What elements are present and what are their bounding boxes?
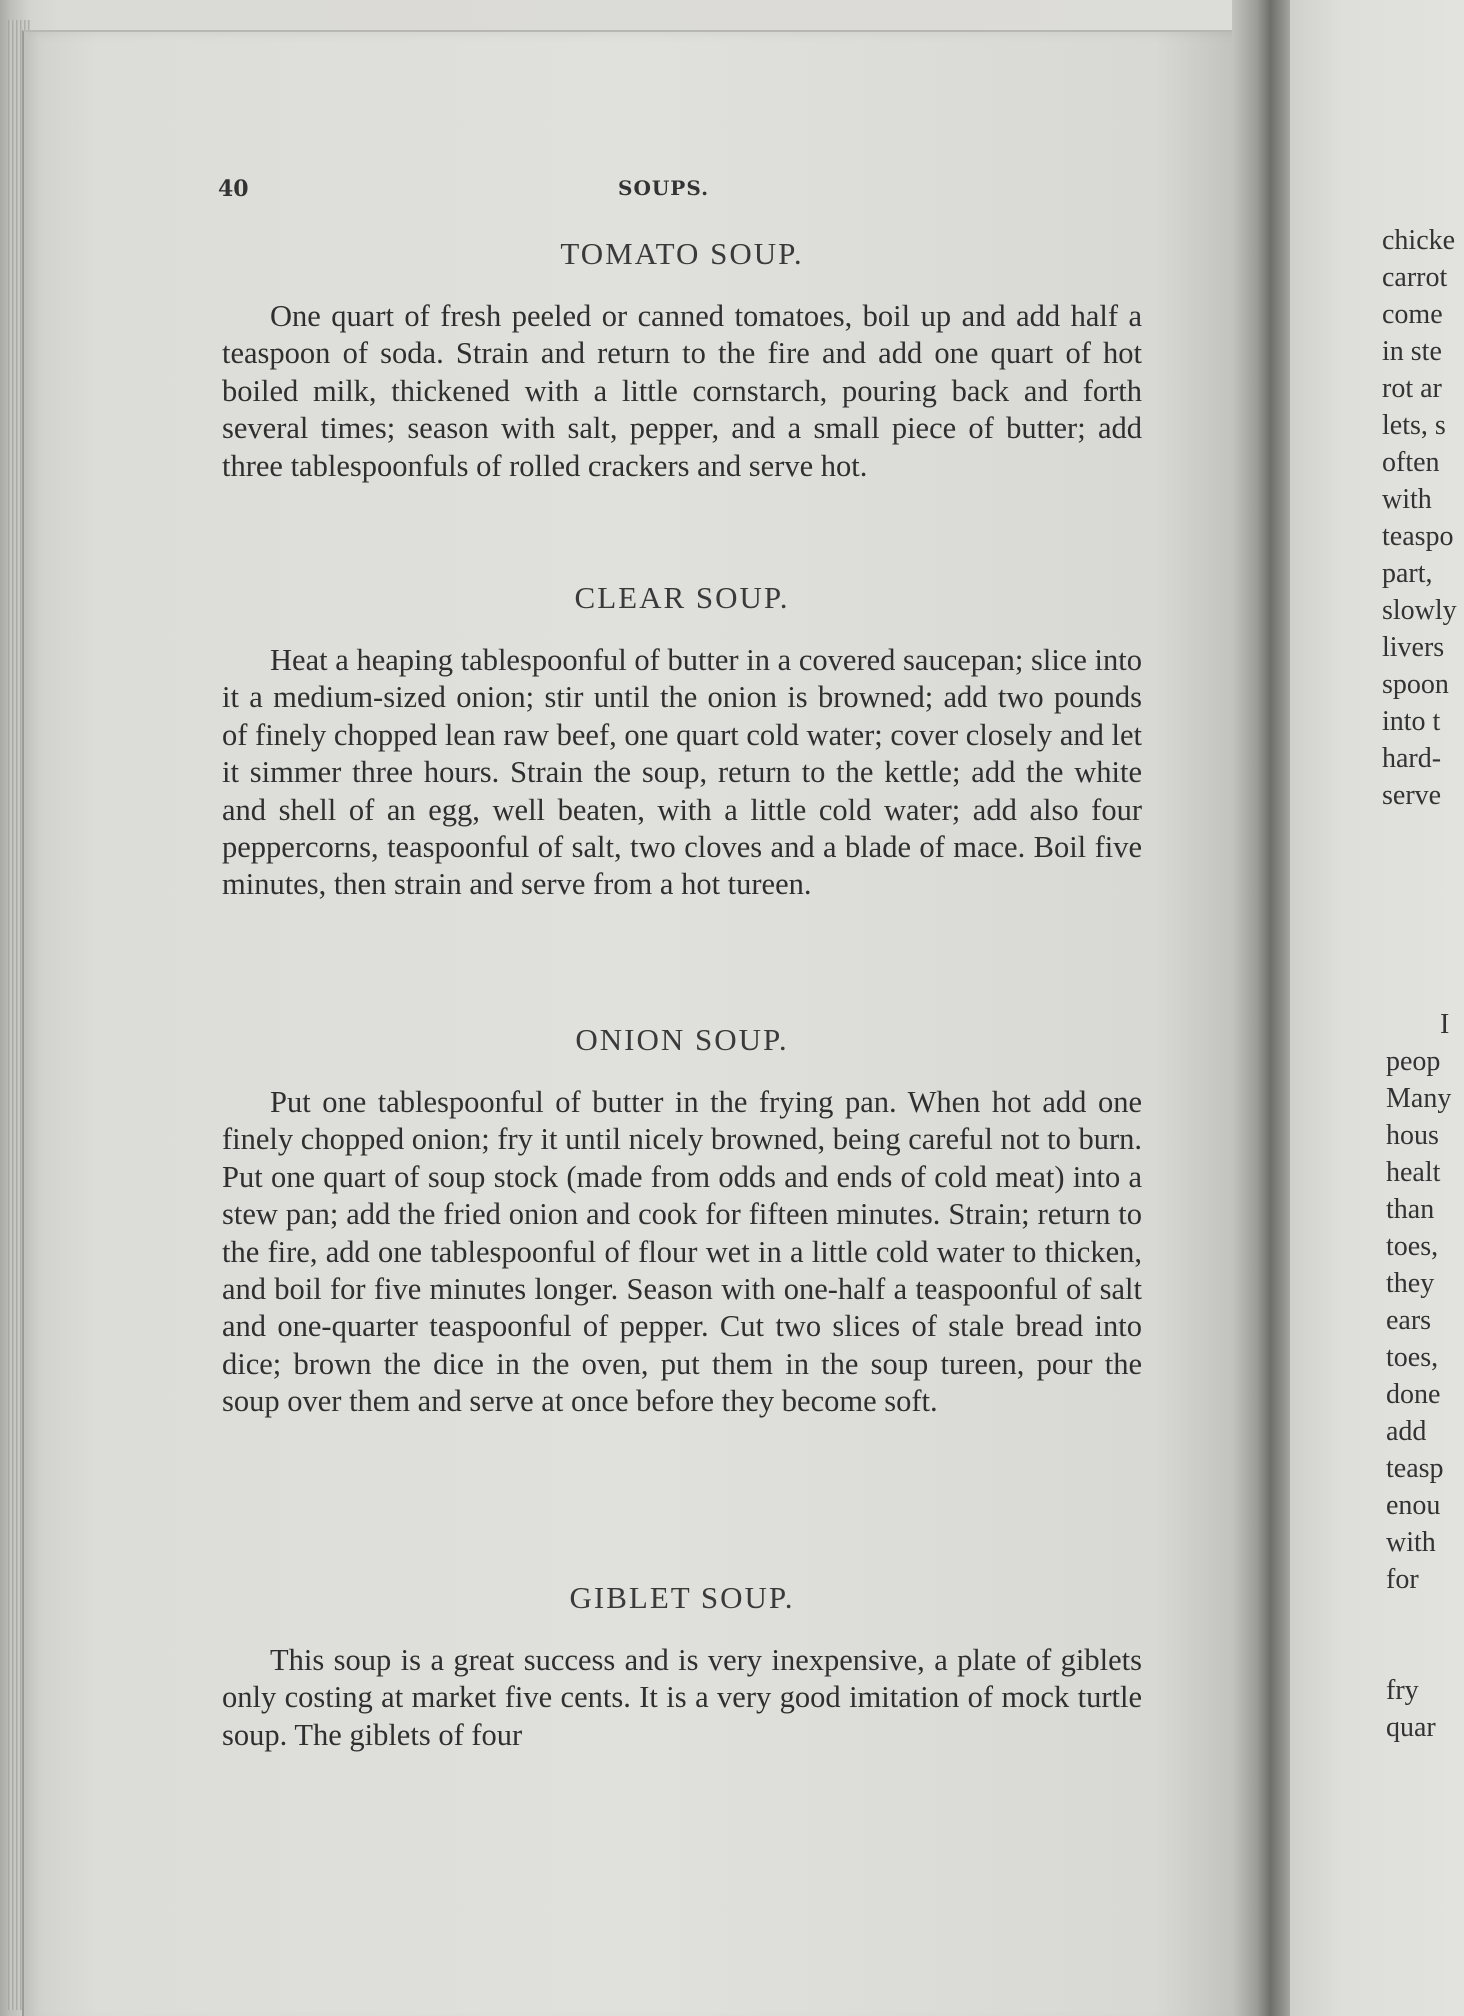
text-line: livers — [1382, 632, 1445, 663]
text-line: teasp — [1386, 1453, 1444, 1484]
text-line: I — [1440, 1009, 1450, 1040]
text-line: carrot — [1382, 262, 1448, 293]
text-line: toes, — [1386, 1231, 1439, 1262]
recipe-giblet-soup — [222, 1580, 1142, 1754]
text-line: fry — [1386, 1675, 1419, 1706]
recipe-body: Put one tablespoonful of butter in the frying pan. When hot add one finely chopped onion; fry it until nicely browned, being careful not to burn. Put one quart of soup stock (made from odds and ends of cold meat) into a stew pan; add the fried onion and cook for fifteen minutes. Strain; return to the fire, add one tablespoonful of flour wet in a little cold water to thicken, and boil for five minutes longer. Season with one-half a teaspoonful of salt and one-quarter teaspoonful of pepper. Cut two slices of stale bread into dice; brown the dice in the oven, put them in the soup tureen, pour the soup over them and serve at once before they become soft. — [222, 1085, 1142, 1419]
recipe-body: This soup is a great success and is very inexpensive, a plate of giblets only costing at market five cents. It is a very good imitation of mock turtle soup. The giblets of four — [222, 1643, 1142, 1752]
text-line: enou — [1386, 1490, 1441, 1521]
text-line: teaspo — [1382, 521, 1454, 552]
text-line: spoon — [1382, 669, 1449, 700]
text-line: quar — [1386, 1712, 1436, 1743]
recipe-title: GIBLET SOUP. — [569, 1580, 795, 1615]
text-line: for — [1386, 1564, 1419, 1595]
text-line: come — [1382, 299, 1443, 330]
text-line: rot ar — [1382, 373, 1442, 404]
text-line: than — [1386, 1194, 1435, 1225]
text-line: into t — [1382, 706, 1441, 737]
text-line: hard- — [1382, 743, 1442, 774]
recipe-clear-soup — [222, 580, 1142, 904]
recipe-title: TOMATO SOUP. — [560, 236, 804, 271]
text-line: slowly — [1382, 595, 1457, 626]
recipe-title: ONION SOUP. — [575, 1022, 789, 1057]
text-line: in ste — [1382, 336, 1442, 367]
section-heading: SOUPS. — [618, 176, 710, 200]
text-line: with — [1386, 1527, 1436, 1558]
page-number: 40 — [218, 176, 249, 202]
text-line: hous — [1386, 1120, 1439, 1151]
text-line: they — [1386, 1268, 1435, 1299]
facing-page — [1290, 0, 1464, 2016]
facing-page-text-3 — [1386, 1672, 1436, 1746]
text-line: Many — [1386, 1083, 1452, 1114]
text-line: lets, s — [1382, 410, 1446, 441]
facing-page-text-2 — [1386, 1006, 1451, 1598]
recipe-tomato-soup — [222, 236, 1142, 485]
text-line: with — [1382, 484, 1432, 515]
text-line: done — [1386, 1379, 1441, 1410]
text-line: serve — [1382, 780, 1442, 811]
facing-page-text-1 — [1382, 222, 1457, 814]
recipe-title: CLEAR SOUP. — [574, 580, 790, 615]
text-line: add — [1386, 1416, 1427, 1447]
recipe-body: One quart of fresh peeled or canned tomatoes, boil up and add half a teaspoon of soda. Strain and return to the fire and add one quart of hot boiled milk, thickened with a little cornstarch, pouring back and forth several times; season with salt, pepper, and a small piece of butter; add three tablespoonfuls of rolled crackers and serve hot. — [222, 299, 1142, 483]
running-head — [218, 176, 1018, 206]
text-line: healt — [1386, 1157, 1441, 1188]
text-line: ears — [1386, 1305, 1432, 1336]
recipe-body: Heat a heaping tablespoonful of butter in a covered saucepan; slice into it a medium-sized onion; stir until the onion is browned; add two pounds of finely chopped lean raw beef, one quart cold water; cover closely and let it simmer three hours. Strain the soup, return to the kettle; add the white and shell of an egg, well beaten, with a little cold water; add also four peppercorns, teaspoonful of salt, two cloves and a blade of mace. Boil five minutes, then strain and serve from a hot tureen. — [222, 643, 1142, 902]
recipe-onion-soup — [222, 1022, 1142, 1421]
text-line: often — [1382, 447, 1440, 478]
text-line: peop — [1386, 1046, 1441, 1077]
text-line: part, — [1382, 558, 1433, 589]
text-line: toes, — [1386, 1342, 1439, 1373]
text-line: chicke — [1382, 225, 1456, 256]
